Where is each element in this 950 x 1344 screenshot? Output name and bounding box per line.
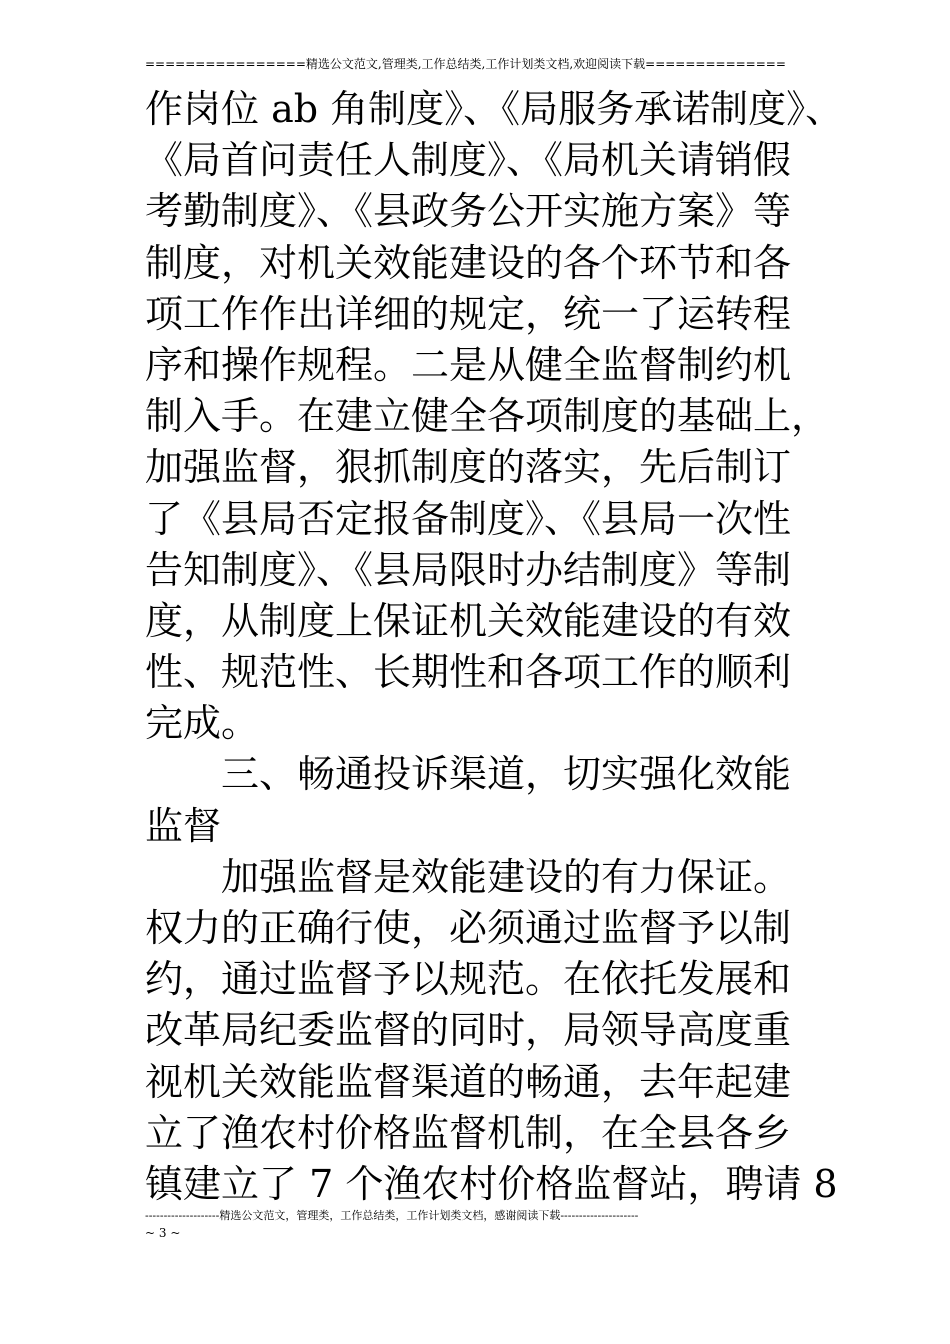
body-line: 完成。: [145, 701, 260, 746]
page-header: ================精选公文范文,管理类,工作总结类,工作计划类文档,欢迎阅读下载==============: [145, 57, 786, 71]
section-heading-line: 三、畅通投诉渠道，切实强化效能: [221, 752, 792, 797]
section-heading-line: 监督: [145, 803, 222, 848]
body-line: 约，通过监督予以规范。在依托发展和: [145, 957, 792, 1002]
body-line: 制入手。在建立健全各项制度的基础上，: [145, 394, 830, 439]
body-line: 权力的正确行使，必须通过监督予以制: [145, 906, 792, 950]
page-number: ~ 3 ~: [145, 1226, 181, 1240]
body-line: 度，从制度上保证机关效能建设的有效: [145, 598, 792, 643]
body-line: 了《县局否定报备制度》、《县局一次性: [145, 496, 792, 541]
body-line: 性、规范性、长期性和各项工作的顺利: [145, 650, 792, 695]
paragraph-first-line: 加强监督是效能建设的有力保证。: [221, 854, 792, 899]
document-body: [145, 84, 844, 1210]
body-line: 项工作作出详细的规定，统一了运转程: [145, 291, 792, 336]
body-line: 改革局纪委监督的同时，局领导高度重: [145, 1008, 792, 1053]
body-line: 加强监督，狠抓制度的落实，先后制订: [145, 445, 792, 490]
body-line: 立了渔农村价格监督机制，在全县各乡: [145, 1110, 792, 1155]
body-line: 制度，对机关效能建设的各个环节和各: [145, 240, 792, 285]
body-line: 序和操作规程。二是从健全监督制约机: [145, 342, 792, 387]
body-line: 考勤制度》、《县政务公开实施方案》等: [145, 189, 792, 234]
body-line: 作岗位 ab 角制度》、《局服务承诺制度》、: [145, 87, 844, 131]
body-line: 视机关效能监督渠道的畅通，去年起建: [145, 1059, 792, 1104]
body-line: 《局首问责任人制度》、《局机关请销假: [145, 138, 792, 183]
body-line: 告知制度》、《县局限时办结制度》等制: [145, 547, 792, 592]
page-footer: --------------------精选公文范文，管理类，工作总结类，工作计划类文档，感谢阅读下载---------------------: [145, 1209, 639, 1222]
body-line: 镇建立了 7 个渔农村价格监督站，聘请 8: [145, 1161, 838, 1206]
